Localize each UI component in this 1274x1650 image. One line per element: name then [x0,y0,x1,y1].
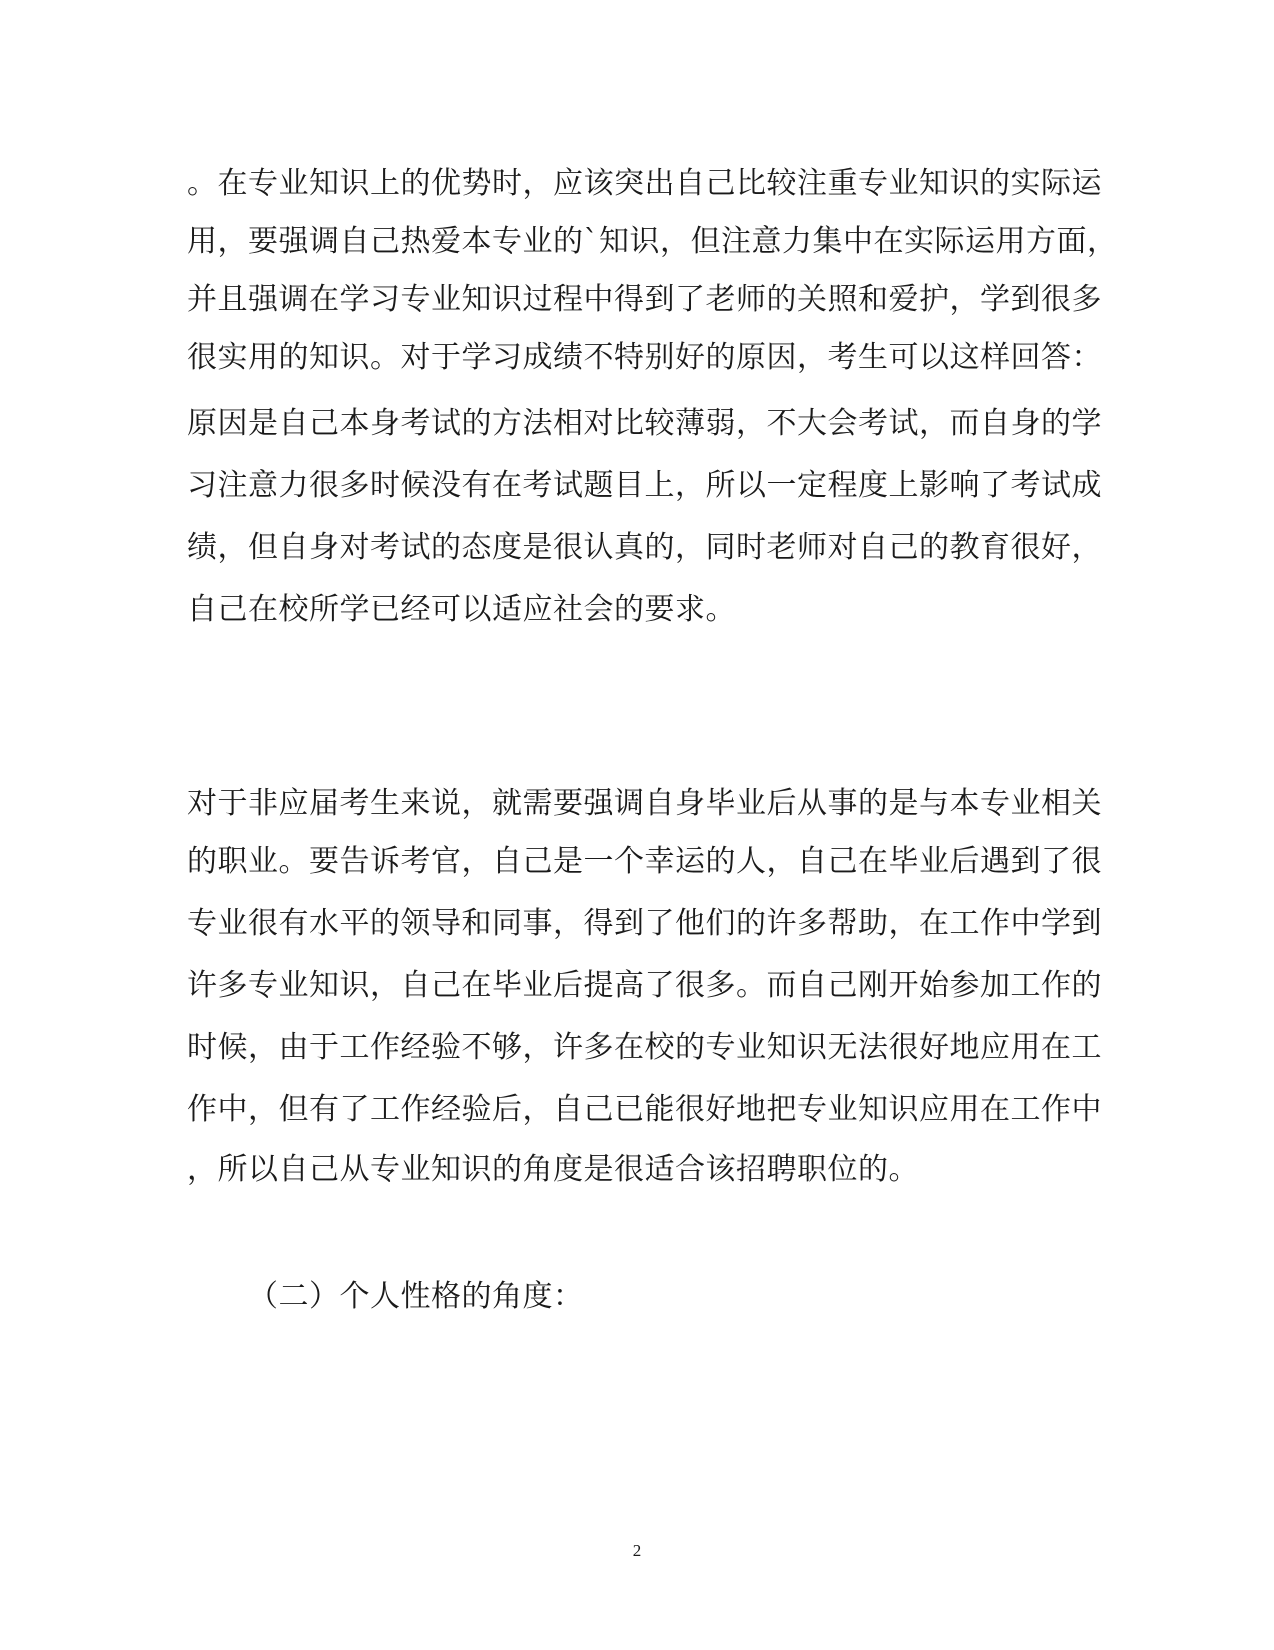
text-line: 并且强调在学习专业知识过程中得到了老师的关照和爱护，学到很多 [187,282,1102,317]
text-line: 的职业。要告诉考官，自己是一个幸运的人，自己在毕业后遇到了很 [187,844,1102,879]
text-line: ，所以自己从专业知识的角度是很适合该招聘职位的。 [187,1152,919,1187]
section-heading: （二）个人性格的角度： [248,1279,584,1314]
text-line: 时候，由于工作经验不够，许多在校的专业知识无法很好地应用在工 [187,1030,1102,1065]
text-line: 很实用的知识。对于学习成绩不特别好的原因，考生可以这样回答： [187,340,1102,375]
text-line: 对于非应届考生来说，就需要强调自身毕业后从事的是与本专业相关 [187,786,1102,821]
text-line: 习注意力很多时候没有在考试题目上，所以一定程度上影响了考试成 [187,468,1102,503]
text-line: 。在专业知识上的优势时，应该突出自己比较注重专业知识的实际运 [187,166,1102,201]
text-line: 专业很有水平的领导和同事，得到了他们的许多帮助，在工作中学到 [187,906,1102,941]
text-line: 许多专业知识，自己在毕业后提高了很多。而自己刚开始参加工作的 [187,968,1102,1003]
text-line: 自己在校所学已经可以适应社会的要求。 [187,592,736,627]
text-line: 用，要强调自己热爱本专业的`知识，但注意力集中在实际运用方面， [187,224,1118,259]
text-line: 原因是自己本身考试的方法相对比较薄弱，不大会考试，而自身的学 [187,406,1102,441]
text-line: 绩，但自身对考试的态度是很认真的，同时老师对自己的教育很好， [187,530,1102,565]
page-number: 2 [632,1541,642,1560]
text-line: 作中，但有了工作经验后，自己已能很好地把专业知识应用在工作中 [187,1092,1102,1127]
